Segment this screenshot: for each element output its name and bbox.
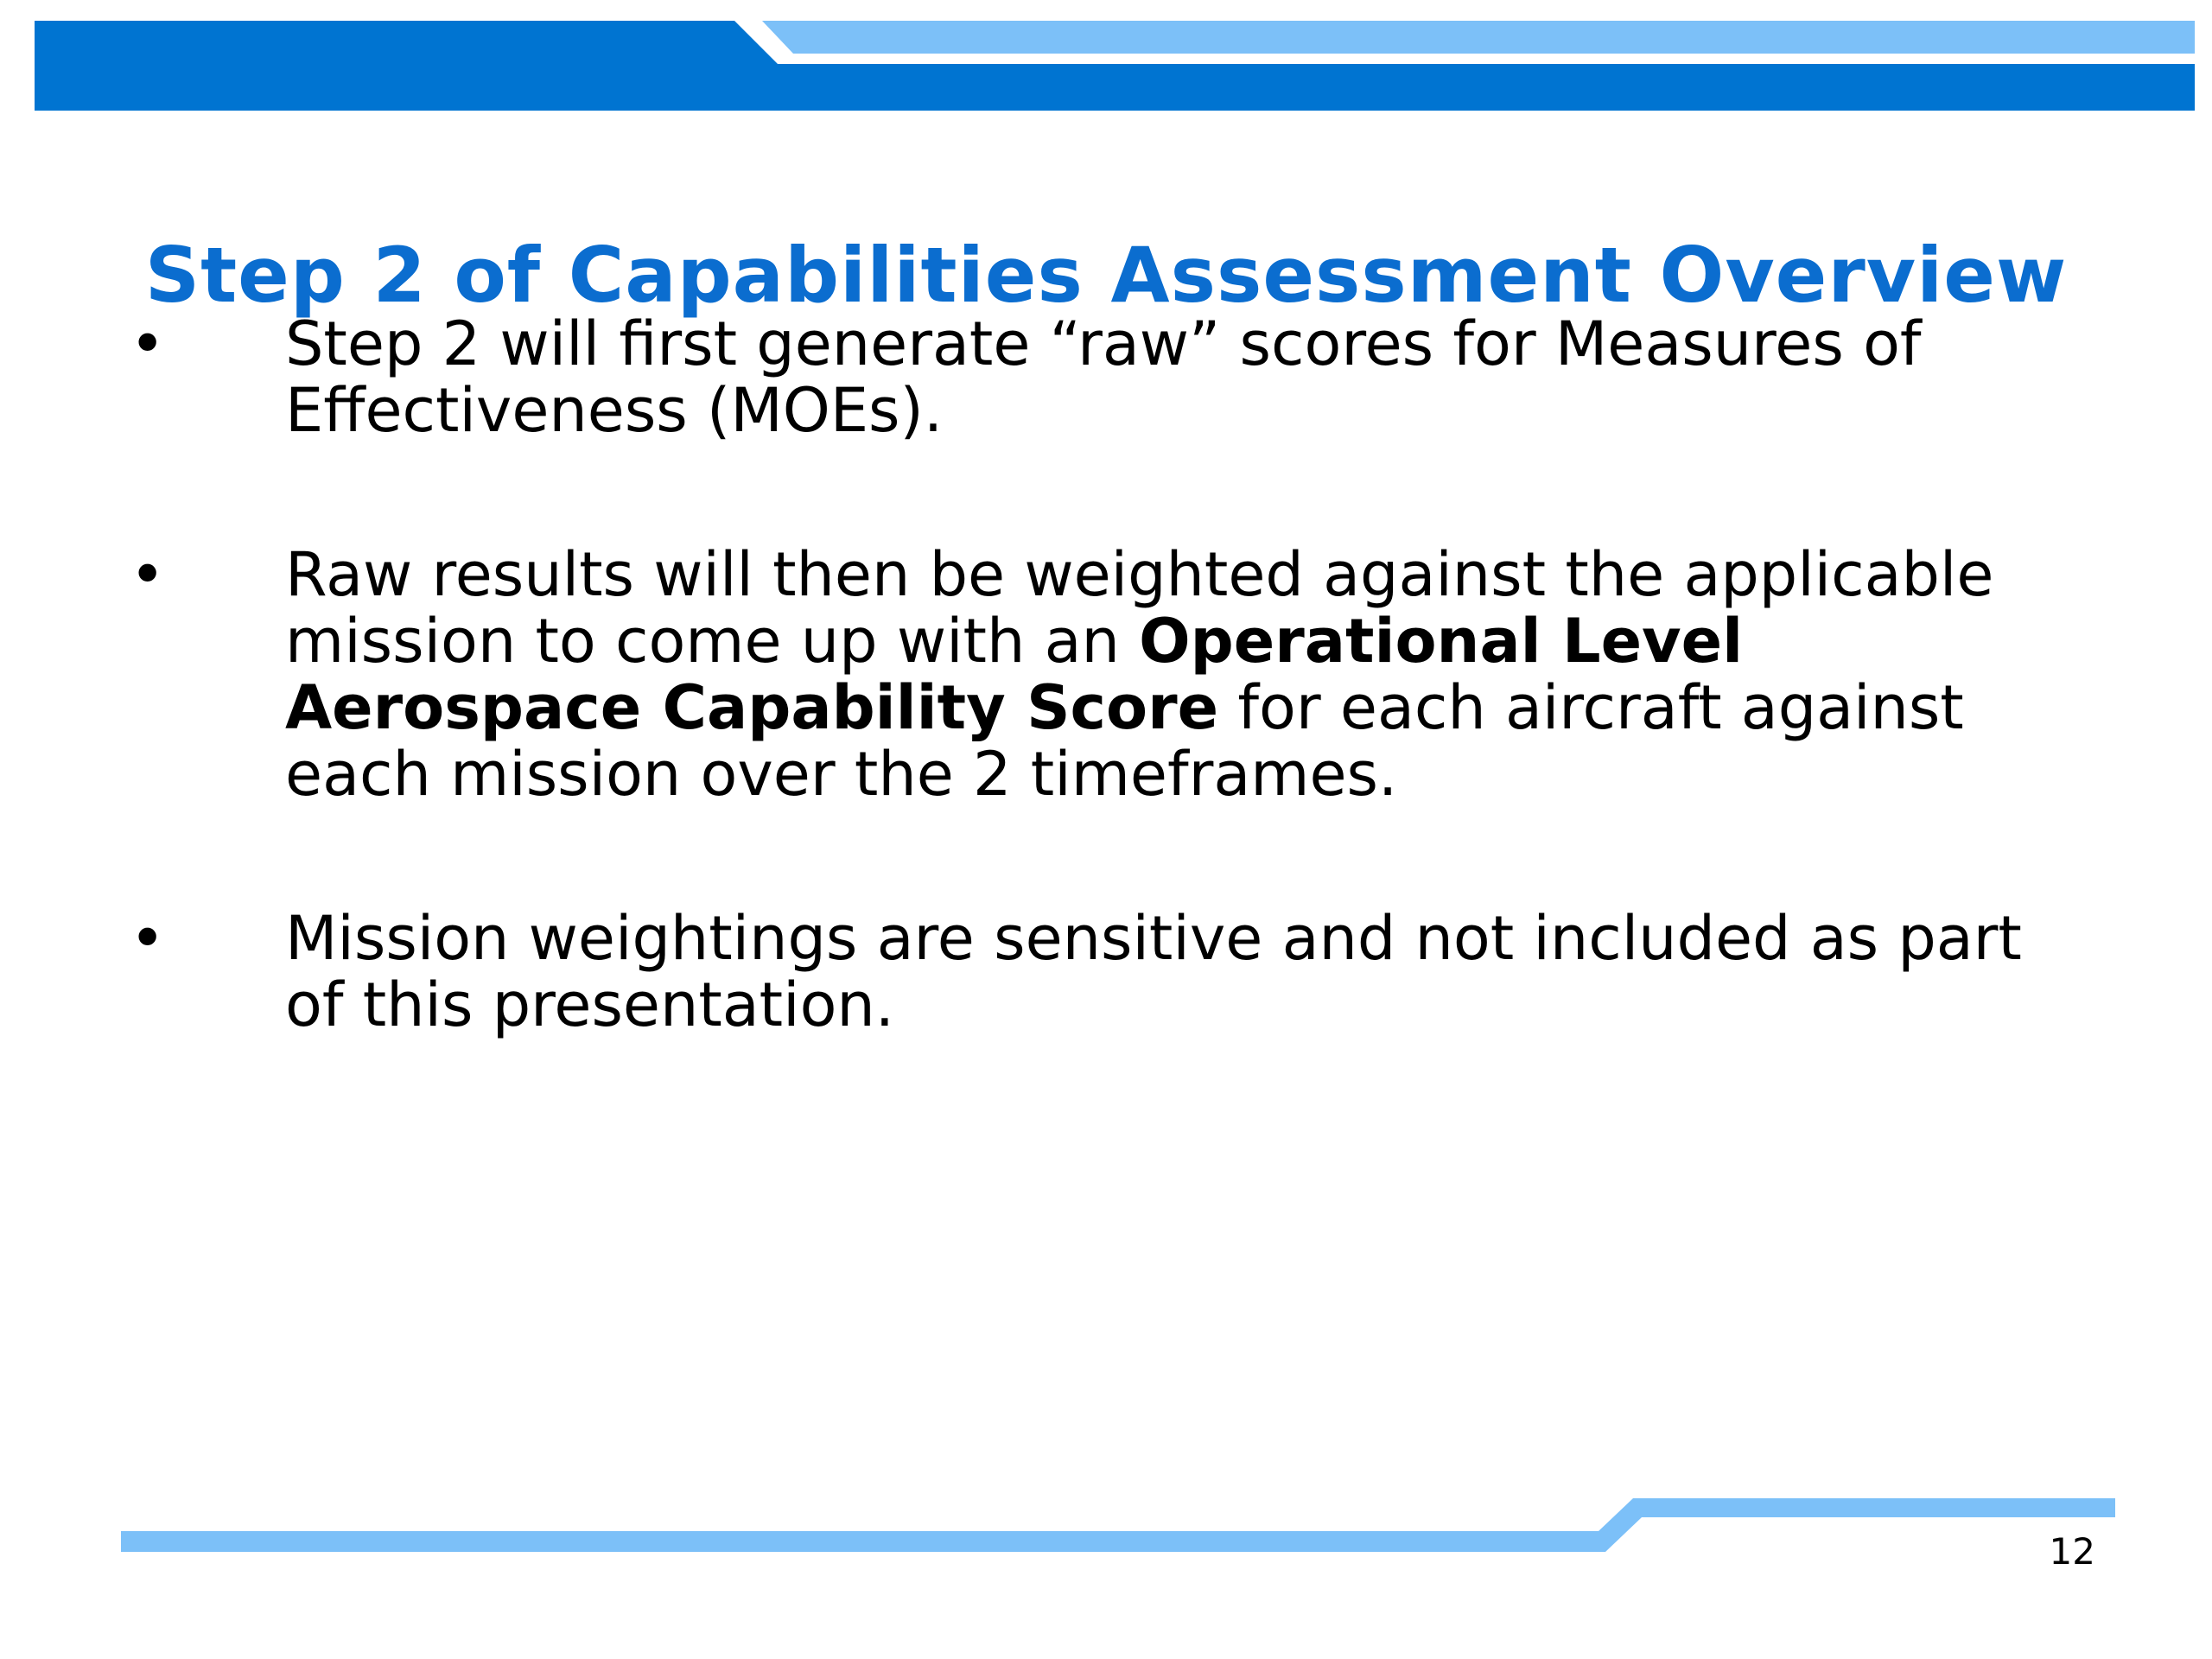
bullet-text-part: Mission weightings are sensitive and not included as part of this presentation. xyxy=(285,903,2022,1040)
bullet-item xyxy=(130,308,2082,446)
bullet-item xyxy=(130,903,2082,1040)
bullet-marker: • xyxy=(130,539,166,610)
bullet-text-part: Step 2 will first generate “raw” scores for Measures of Effectiveness (MOEs). xyxy=(285,308,1922,446)
bullet-marker: • xyxy=(130,903,166,974)
bullet-text-part: Raw results will then be weighted against the applicable mission to come up with an xyxy=(285,539,1994,677)
bullet-text-bold: Operational Level Aerospace Capability Score xyxy=(285,606,1744,743)
slide-title: Step 2 of Capabilities Assessment Overview xyxy=(144,230,2068,320)
footer-divider xyxy=(0,1486,2212,1555)
bullet-item xyxy=(130,539,2082,810)
bullet-text xyxy=(285,539,1993,810)
bullet-marker: • xyxy=(130,308,166,379)
page-number: 12 xyxy=(2049,1530,2095,1573)
bullet-text xyxy=(285,308,1922,446)
footer-divider-stripe xyxy=(121,1498,2115,1552)
bullet-text xyxy=(285,903,2022,1040)
header-banner-light-stripe xyxy=(762,21,2195,54)
bullet-text-part: for each aircraft against each mission over the 2 timeframes. xyxy=(285,672,1964,810)
header-banner xyxy=(0,0,2212,121)
bullet-list xyxy=(130,308,2082,1136)
